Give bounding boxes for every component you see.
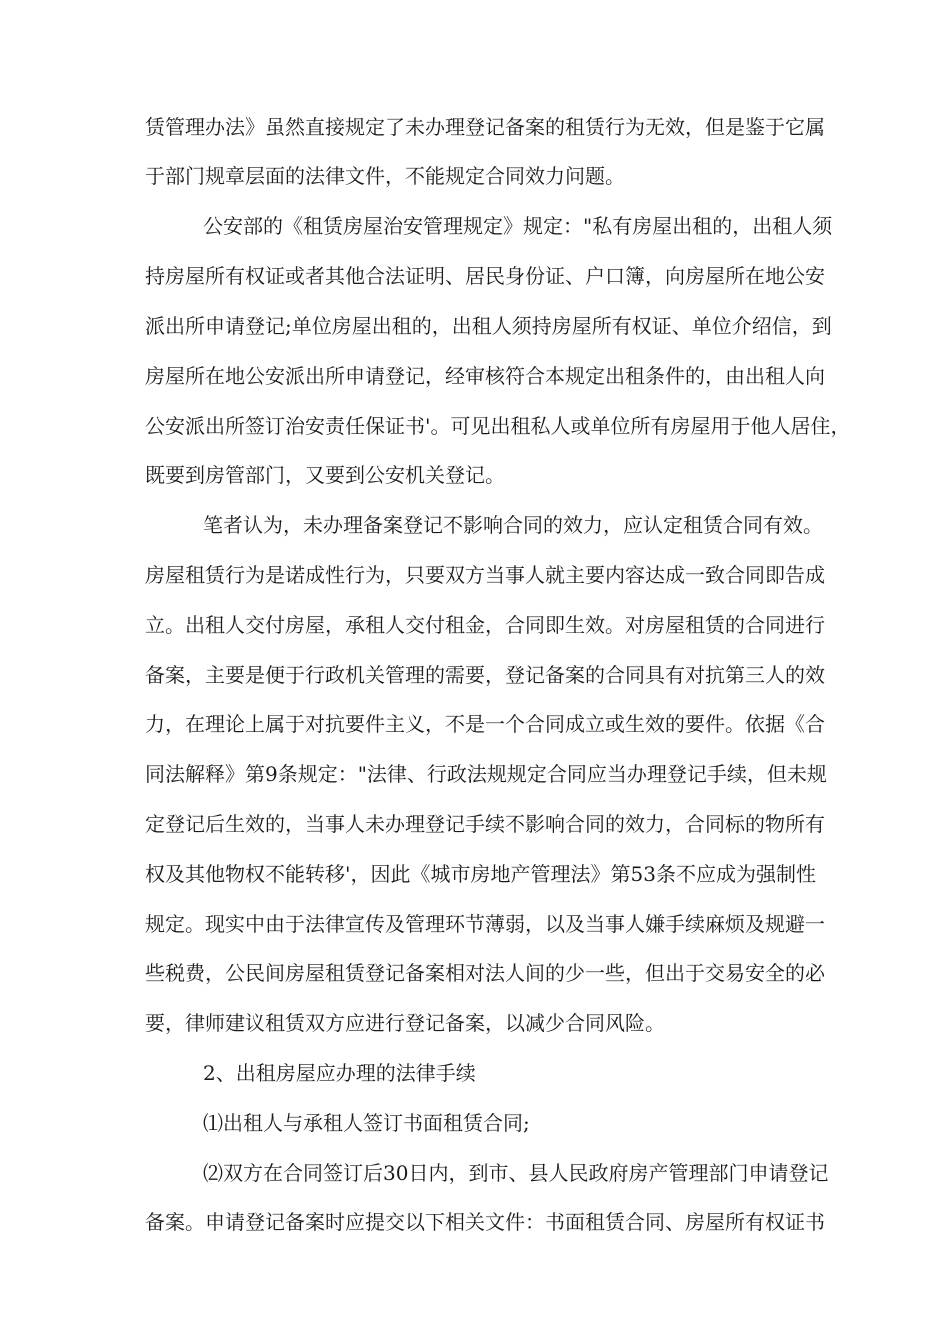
text-line: 于部门规章层面的法律文件，不能规定合同效力问题。 — [145, 164, 625, 188]
section-heading: 2、出租房屋应办理的法律手续 — [203, 1061, 476, 1085]
text-line: 笔者认为，未办理备案登记不影响合同的效力，应认定租赁合同有效。 — [203, 513, 823, 537]
list-item: ⑴出租人与承租人签订书面租赁合同; — [203, 1111, 530, 1135]
text-line: 房屋租赁行为是诺成性行为，只要双方当事人就主要内容达成一致合同即告成 — [145, 563, 825, 587]
text-line: 赁管理办法》虽然直接规定了未办理登记备案的租赁行为无效，但是鉴于它属 — [145, 115, 825, 139]
text-line: 既要到房管部门，又要到公安机关登记。 — [145, 463, 505, 487]
text-line: 公安部的《租赁房屋治安管理规定》规定："私有房屋出租的，出租人须 — [203, 214, 833, 238]
text-line: 备案。申请登记备案时应提交以下相关文件：书面租赁合同、房屋所有权证书 — [145, 1210, 825, 1234]
text-line: 同法解释》第9条规定："法律、行政法规规定合同应当办理登记手续，但未规 — [145, 762, 827, 786]
text-line: 持房屋所有权证或者其他合法证明、居民身份证、户口簿，向房屋所在地公安 — [145, 264, 825, 288]
text-line: 力，在理论上属于对抗要件主义，不是一个合同成立或生效的要件。依据《合 — [145, 712, 825, 736]
text-line: 权及其他物权不能转移'，因此《城市房地产管理法》第53条不应成为强制性 — [145, 862, 816, 886]
text-line: 房屋所在地公安派出所申请登记，经审核符合本规定出租条件的，由出租人向 — [145, 364, 825, 388]
text-line: 备案，主要是便于行政机关管理的需要，登记备案的合同具有对抗第三人的效 — [145, 663, 825, 687]
text-line: 定登记后生效的，当事人未办理登记手续不影响合同的效力，合同标的物所有 — [145, 812, 825, 836]
text-line: 立。出租人交付房屋，承租人交付租金，合同即生效。对房屋租赁的合同进行 — [145, 613, 825, 637]
list-item: ⑵双方在合同签订后30日内，到市、县人民政府房产管理部门申请登记 — [203, 1161, 829, 1185]
text-line: 派出所申请登记;单位房屋出租的，出租人须持房屋所有权证、单位介绍信，到 — [145, 314, 832, 338]
text-line: 些税费，公民间房屋租赁登记备案相对法人间的少一些，但出于交易安全的必 — [145, 961, 825, 985]
text-line: 公安派出所签订治安责任保证书'。可见出租私人或单位所有房屋用于他人居住， — [145, 414, 851, 438]
text-line: 规定。现实中由于法律宣传及管理环节薄弱，以及当事人嫌手续麻烦及规避一 — [145, 912, 825, 936]
text-line: 要，律师建议租赁双方应进行登记备案，以减少合同风险。 — [145, 1011, 665, 1035]
